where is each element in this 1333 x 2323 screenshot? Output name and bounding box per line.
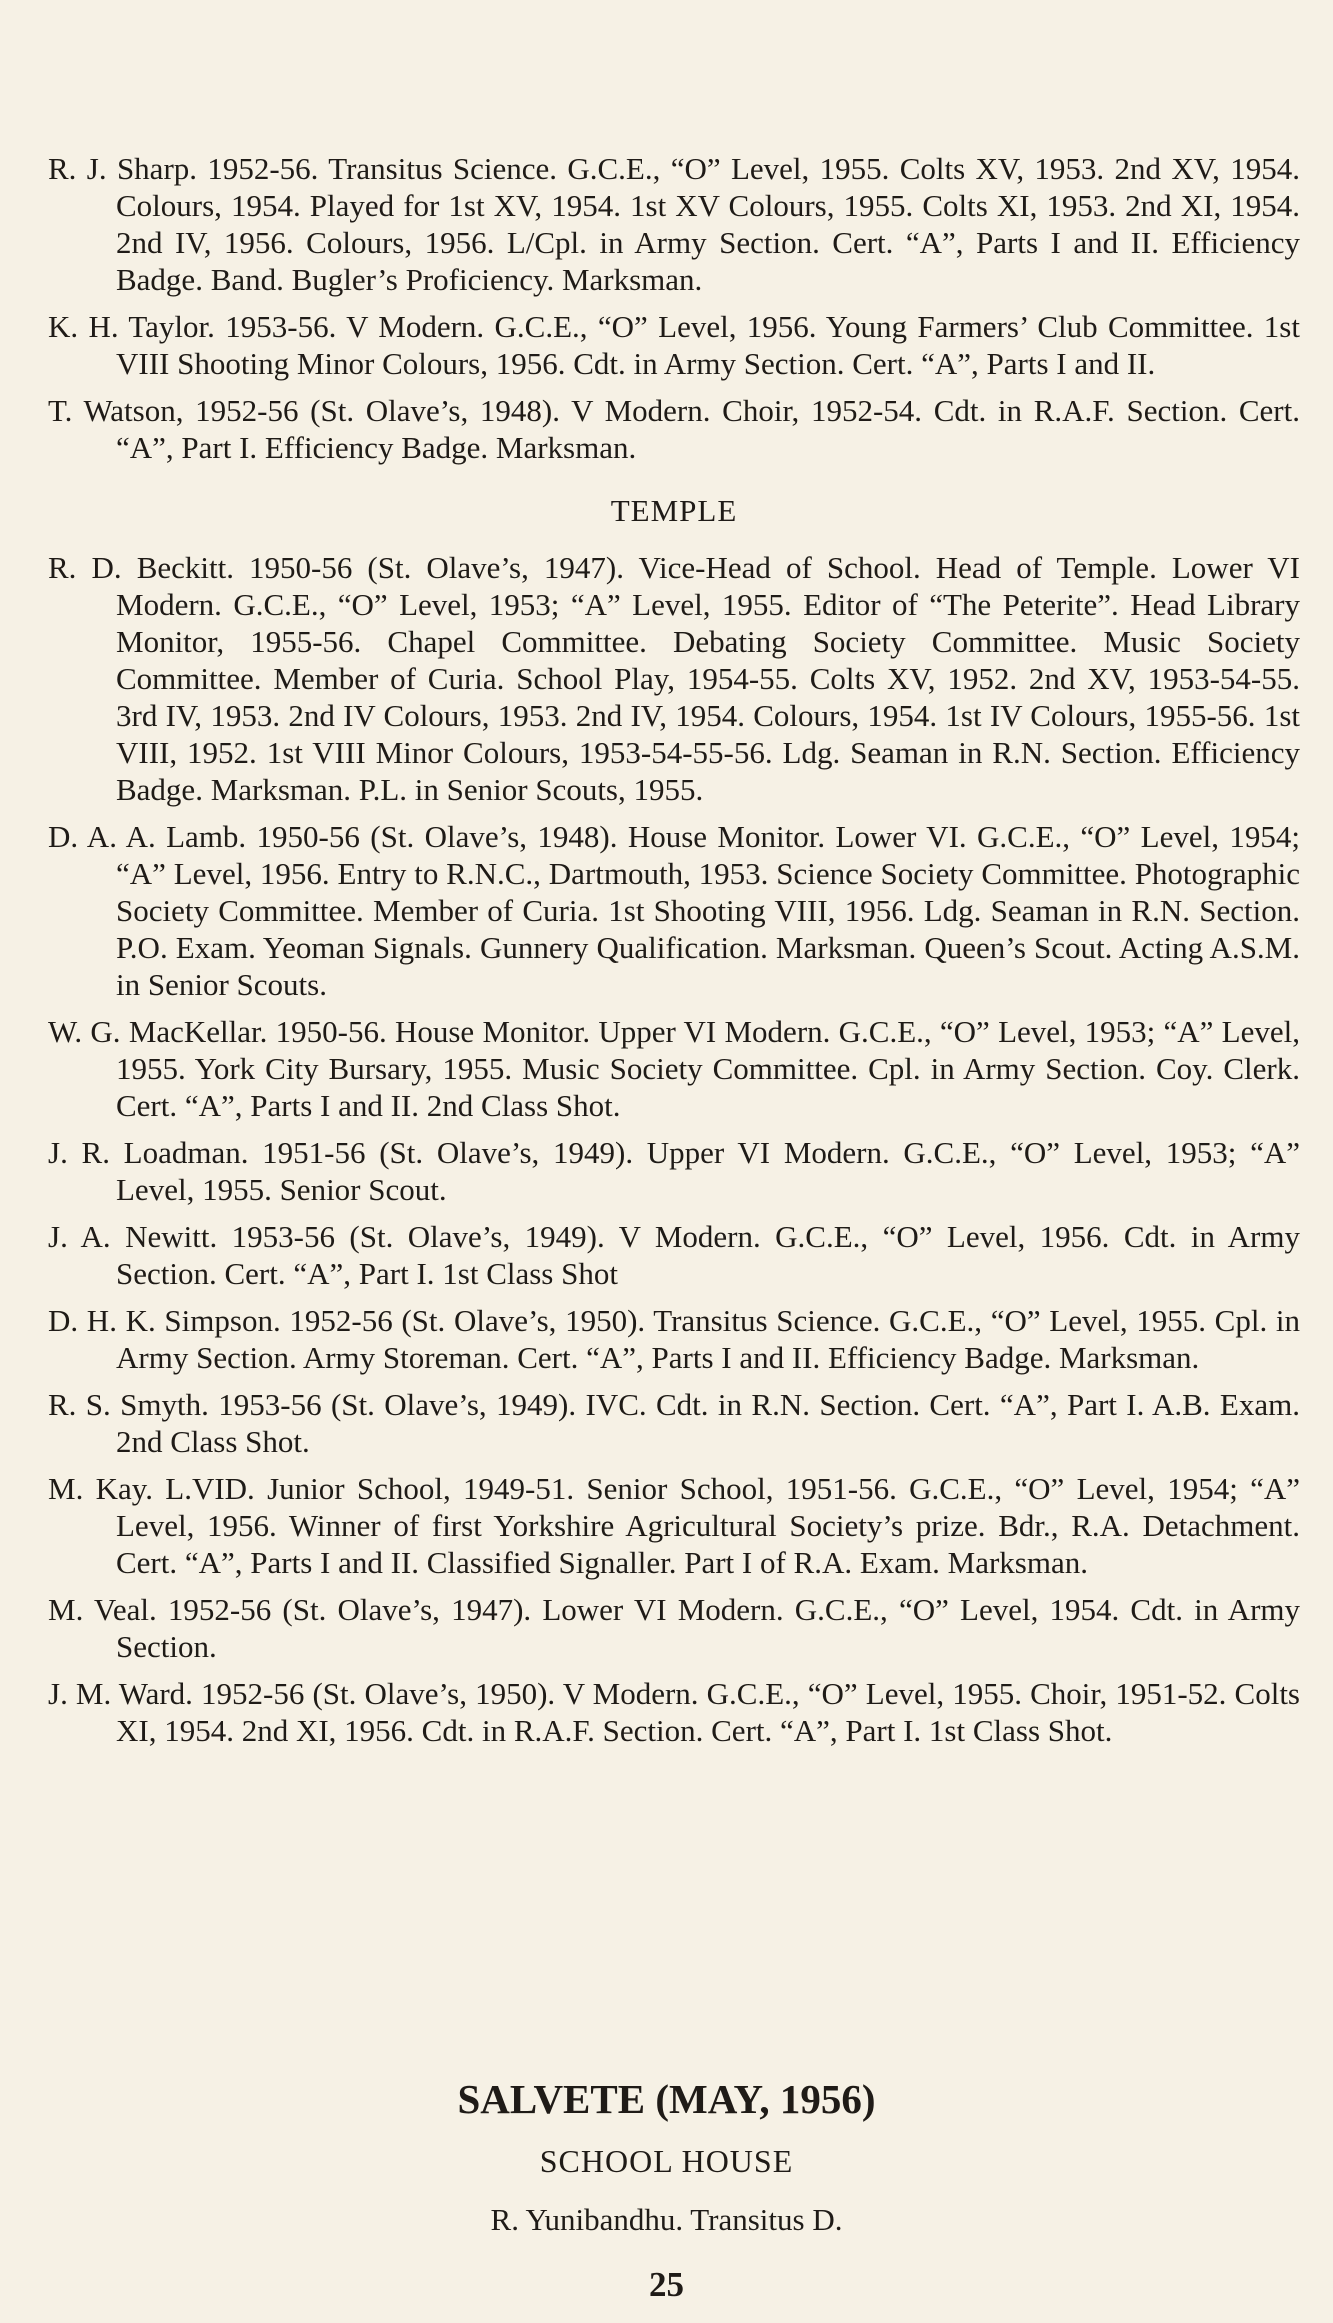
page-number: 25 [649,2265,684,2304]
leaver-entry: R. S. Smyth. 1953-56 (St. Olave’s, 1949). IVC. Cdt. in R.N. Section. Cert. “A”, Part I. A.B. Exam. 2nd Class Shot. [48,1387,1300,1459]
leaver-entry: R. D. Beckitt. 1950-56 (St. Olave’s, 1947). Vice-Head of School. Head of Temple. Lower VI Modern. G.C.E., “O” Level, 1953; “A” Level, 1955. Editor of “The Peterite”. Head Library Monitor, 1955-56. Chapel Committee. Debating Society Committee. Music Society Committee. Member of Curia. School Play, 1954-55. Colts XV, 1952. 2nd XV, 1953-54-55. 3rd IV, 1953. 2nd IV Colours, 1953. 2nd IV, 1954. Colours, 1954. 1st IV Colours, 1955-56. 1st VIII, 1952. 1st VIII Minor Colours, 1953-54-55-56. Ldg. Seaman in R.N. Section. Efficiency Badge. Marksman. P.L. in Senior Scouts, 1955. [48,550,1300,807]
leaver-entry: R. J. Sharp. 1952-56. Transitus Science. G.C.E., “O” Level, 1955. Colts XV, 1953. 2nd XV, 1954. Colours, 1954. Played for 1st XV, 1954. 1st XV Colours, 1955. Colts XI, 1953. 2nd XI, 1954. 2nd IV, 1956. Colours, 1956. L/Cpl. in Army Section. Cert. “A”, Parts I and II. Efficiency Badge. Band. Bugler’s Proficiency. Marksman. [48,151,1300,297]
leaver-entry: T. Watson, 1952-56 (St. Olave’s, 1948). V Modern. Choir, 1952-54. Cdt. in R.A.F. Section. Cert. “A”, Part I. Efficiency Badge. Marksman. [48,393,1300,465]
leaver-entry: D. H. K. Simpson. 1952-56 (St. Olave’s, 1950). Transitus Science. G.C.E., “O” Level, 1955. Cpl. in Army Section. Army Storeman. Cert. “A”, Parts I and II. Efficiency Badge. Marksman. [48,1303,1300,1375]
leaver-entry: J. M. Ward. 1952-56 (St. Olave’s, 1950). V Modern. G.C.E., “O” Level, 1955. Choir, 1951-52. Colts XI, 1954. 2nd XI, 1956. Cdt. in R.A.F. Section. Cert. “A”, Part I. 1st Class Shot. [48,1676,1300,1748]
leaver-entry: M. Kay. L.VID. Junior School, 1949-51. Senior School, 1951-56. G.C.E., “O” Level, 1954; “A” Level, 1956. Winner of first Yorkshire Agricultural Society’s prize. Bdr., R.A. Detachment. Cert. “A”, Parts I and II. Classified Signaller. Part I of R.A. Exam. Marksman. [48,1471,1300,1580]
leavers-list [48,150,1300,1759]
section-heading-temple: TEMPLE [610,493,738,528]
leaver-entry: W. G. MacKellar. 1950-56. House Monitor. Upper VI Modern. G.C.E., “O” Level, 1953; “A” Level, 1955. York City Bursary, 1955. Music Society Committee. Cpl. in Army Section. Coy. Clerk. Cert. “A”, Parts I and II. 2nd Class Shot. [48,1014,1300,1123]
leaver-entry: J. A. Newitt. 1953-56 (St. Olave’s, 1949). V Modern. G.C.E., “O” Level, 1956. Cdt. in Army Section. Cert. “A”, Part I. 1st Class Shot [48,1219,1300,1291]
salvete-house-heading: SCHOOL HOUSE [539,2143,794,2179]
leaver-entry: K. H. Taylor. 1953-56. V Modern. G.C.E., “O” Level, 1956. Young Farmers’ Club Committee. 1st VIII Shooting Minor Colours, 1956. Cdt. in Army Section. Cert. “A”, Parts I and II. [48,309,1300,381]
salvete-entry: R. Yunibandhu. Transitus D. [490,2202,843,2237]
leaver-entry: D. A. A. Lamb. 1950-56 (St. Olave’s, 1948). House Monitor. Lower VI. G.C.E., “O” Level, 1954; “A” Level, 1956. Entry to R.N.C., Dartmouth, 1953. Science Society Committee. Photographic Society Committee. Member of Curia. 1st Shooting VIII, 1956. Ldg. Seaman in R.N. Section. P.O. Exam. Yeoman Signals. Gunnery Qualification. Marksman. Queen’s Scout. Acting A.S.M. in Senior Scouts. [48,819,1300,1002]
salvete-title: SALVETE (MAY, 1956) [457,2076,876,2122]
leaver-entry: M. Veal. 1952-56 (St. Olave’s, 1947). Lower VI Modern. G.C.E., “O” Level, 1954. Cdt. in Army Section. [48,1592,1300,1664]
leaver-entry: J. R. Loadman. 1951-56 (St. Olave’s, 1949). Upper VI Modern. G.C.E., “O” Level, 1953; “A” Level, 1955. Senior Scout. [48,1135,1300,1207]
